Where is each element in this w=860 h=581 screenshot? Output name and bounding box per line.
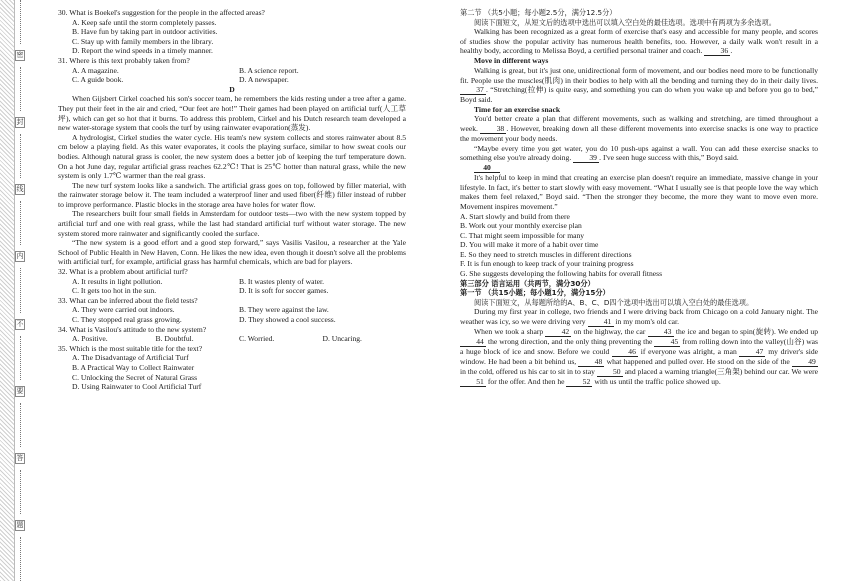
passage-paragraph: “Maybe every time you get water, you do 10 push-ups against a wall. You can add these exercise snacks to something else you're already doing. 39 . I've seen huge success with this,” Boyd said. [460, 143, 818, 163]
answer-option: B. A Practical Way to Collect Rainwater [72, 362, 195, 372]
answer-option: C. They stopped real grass growing. [72, 315, 182, 324]
answer-option: A. The Disadvantage of Artificial Turf [72, 353, 189, 363]
blank-50[interactable]: 50 [597, 368, 623, 377]
passage-paragraph: Walking has been recognized as a great form of exercise that's easy and accessible for many people, and scores of studies show the popular activity has numerous health benefits, too. However, a daily walk won't result in a healthy body, according to Melissa Boyd, a certified personal trainer and coach. 36 . [460, 27, 818, 56]
answer-option: A. A magazine. [72, 65, 119, 75]
answer-option-row [58, 315, 406, 325]
answer-option: A. It results in light pollution. [72, 276, 163, 286]
option-item: B. Work out your monthly exercise plan [460, 221, 582, 231]
seal-char: 题 [16, 520, 24, 529]
seal-char: 答 [16, 453, 24, 462]
passage-heading-blank [460, 163, 818, 173]
cloze-paragraph: When we took a sharp 42 on the highway, the car 43 the ice and began to spin(旋转). We ended up 44 the wrong direction, and the only thing preventing the 45 from rolling down into the valley(山谷) was a huge block of ice and snow. Before we could 46 if everyone was alright, a man 47 my driver's side window. He had been a bit behind us, 48 what happened and pulled over. He stood on the side of the 49 in the cold, offered us his car to sit in to stay 50 and placed a warning triangle(三角架) behind our car. We were 51 for the offer. And then he 52 with us until the traffic police showed up. [460, 327, 819, 387]
section1-instructions: 阅读下面短文，从每题所给的A、B、C、D四个选项中选出可以填入空白处的最佳选项。 [474, 297, 754, 307]
answer-option: B. A science report. [239, 65, 299, 75]
answer-option: B. Doubtful. [155, 334, 194, 344]
question-stem: 35. Which is the most suitable title for the text? [58, 343, 203, 353]
seal-char: 内 [16, 252, 24, 261]
answer-option-row [58, 75, 406, 85]
answer-option-row [58, 334, 406, 344]
passage-label: D [229, 84, 235, 94]
answer-option: B. It wastes plenty of water. [239, 276, 324, 286]
seal-char: 要 [16, 386, 24, 395]
answer-option-row [58, 286, 406, 296]
option-item: E. So they need to stretch muscles in different directions [460, 249, 632, 259]
option-item: A. Start slowly and build from there [460, 211, 570, 221]
passage-paragraph: The researchers built four small fields in Amsterdam for outdoor tests—two with the new system topped by artificial turf and one with real grass, while the last had standard artificial turf without water storage. The new system stored more rainwater and significantly cooled the surface. [58, 209, 406, 238]
passage-heading: Time for an exercise snack [474, 104, 561, 114]
question-stem: 32. What is a problem about artificial turf? [58, 267, 188, 277]
blank-52[interactable]: 52 [566, 378, 592, 387]
passage-heading: Move in different ways [474, 56, 549, 66]
question-stem: 34. What is Vasilou's attitude to the new system? [58, 324, 207, 334]
answer-option-row [58, 277, 406, 287]
section2-instructions: 阅读下面短文，从短文后的选项中选出可以填入空白处的最佳选项。选项中有两项为多余选项。 [474, 17, 776, 27]
blank-51[interactable]: 51 [460, 378, 486, 387]
blank-41[interactable]: 41 [588, 318, 614, 327]
question-stem: 31. Where is this text probably taken from? [58, 55, 190, 65]
seal-char: 线 [16, 185, 24, 194]
right-column [460, 8, 818, 387]
passage-paragraph: A hydrologist, Cirkel studies the water cycle. His team's new system collects and stores rainwater about 8.5 cm below a playing field. As this water evaporates, it cools the playing surface, similar to how sweat cools our bodies. Although natural grass is cooler, the new system does a better job of keeping the turf temperature down. On a hot June day, regular artificial grass reaches 62.2℃! That is 25℃ hotter than natural grass, while the new system is only 1.7℃ warmer than the real grass. [58, 132, 406, 181]
question-stem: 30. What is Boekel's suggestion for the people in the affected areas? [58, 8, 265, 17]
blank-43[interactable]: 43 [648, 328, 674, 337]
question-stem: 33. What can be inferred about the field tests? [58, 295, 198, 305]
blank-48[interactable]: 48 [578, 358, 604, 367]
option-item: G. She suggests developing the following habits for overall fitness [460, 269, 663, 279]
passage-paragraph: The new turf system looks like a sandwich. The artificial grass goes on top, followed by filler material, with the rainwater storage below it. The team included a waterproof liner and used fiber(纤维) filler instead of rubber to improve performance. Plastic blocks in the storage area have holes for water flow. [58, 180, 406, 209]
blank-45[interactable]: 45 [654, 338, 680, 347]
answer-option: D. Report the wind speeds in a timely manner. [72, 46, 213, 56]
passage-paragraph: It's helpful to keep in mind that creating an exercise plan doesn't require an immediate, massive change in your lifestyle. In fact, it's better to start slowly with easy movement. “What I usually see is that people love the way which makes them feel relaxed,” Boyd said. “Then the stronger they become, the more they want to move even more. Movement inspires movement.” [460, 173, 818, 211]
option-item: F. It is fun enough to keep track of your training progress [460, 259, 634, 269]
part3-title: 第三部分 语言运用（共两节，满分30分） [460, 278, 595, 288]
seal-char: 密 [16, 51, 24, 60]
answer-option: A. Keep safe until the storm completely passes. [72, 17, 217, 27]
cloze-paragraph: During my first year in college, two friends and I were driving back from Chicago on a cold January night. The weather was icy, so we were driving very 41 in my mom's old car. [460, 307, 818, 327]
answer-option: D. Uncaring. [322, 334, 362, 344]
blank-38[interactable]: 38 [480, 125, 506, 134]
option-list [460, 212, 818, 279]
answer-option: C. Stay up with family members in the library. [72, 36, 214, 46]
answer-option: C. A guide book. [72, 75, 124, 85]
blank-37[interactable]: 37 [460, 86, 486, 95]
answer-option: A. They were carried out indoors. [72, 305, 175, 315]
option-item: D. You will make it more of a habit over time [460, 240, 599, 250]
passage-paragraph: “The new system is a good effort and a good step forward,” says Vasilis Vasilou, a researcher at the Yale School of Public Health in New Haven, Conn. He likes the new idea, even though it doesn't solve all the problems with artificial turf, for example, artificial grass has harmful chemicals, which are bad for players. [58, 238, 406, 267]
passage-paragraph: Walking is great, but it's just one, unidirectional form of movement, and our bodies need more to be functionally fit. People use the muscles(肌肉) in their bodies to help with all the bending and turning they do in their daily lives. 37 . “Stretching(拉伸) is quite easy, and something you can do when you wake up and before you go to bed,” Boyd said. [460, 65, 819, 105]
answer-option: D. Using Rainwater to Cool Artificial Turf [72, 382, 202, 392]
blank-42[interactable]: 42 [545, 328, 571, 337]
answer-option: C. Worried. [239, 334, 275, 344]
answer-option: D. It is soft for soccer games. [239, 286, 329, 296]
binding-strip [0, 0, 15, 581]
seal-line [14, 0, 26, 581]
answer-option-row [58, 305, 406, 315]
answer-option: D. They showed a cool success. [239, 315, 336, 324]
section1-title: 第一节 （共15小题；每小题1分，满分15分） [460, 288, 610, 298]
left-column [58, 8, 406, 392]
answer-option: C. Unlocking the Secret of Natural Grass [72, 372, 198, 382]
answer-option: B. They were against the law. [239, 305, 329, 315]
seal-char: 不 [16, 319, 24, 328]
answer-option-row [58, 66, 406, 76]
blank-36[interactable]: 36 [704, 47, 730, 56]
blank-46[interactable]: 46 [612, 348, 638, 357]
passage-paragraph: When Gijsbert Cirkel coached his son's soccer team, he remembers the kids resting under a tree after a game. They put their feet in the air and cried, “Our feet are hot!” Their games had been played on artificial turf(人工草坪), which can get so hot that it burns. To address this problem, Cirkel and his Dutch research team developed a new water-storage system that cools the turf by using rainwater evaporation(蒸发). [58, 94, 406, 133]
answer-option: A. Positive. [72, 334, 108, 344]
answer-option: D. A newspaper. [239, 75, 289, 85]
blank-44[interactable]: 44 [460, 338, 486, 347]
blank-49[interactable]: 49 [792, 358, 818, 367]
blank-39[interactable]: 39 [573, 154, 599, 163]
passage-paragraph: You'd better create a plan that different movements, such as walking and stretching, are timed throughout a week. 38 . However, breaking down all these different movements into exercise snacks is one way to practice the movement your body needs. [460, 114, 819, 143]
section2-title: 第二节 （共5小题；每小题2.5分，满分12.5分） [460, 8, 617, 17]
seal-char: 封 [16, 118, 24, 127]
blank-47[interactable]: 47 [739, 348, 765, 357]
answer-option: C. It gets too hot in the sun. [72, 286, 157, 296]
answer-option: B. Have fun by taking part in outdoor activities. [72, 27, 218, 37]
blank-40[interactable]: 40 [474, 164, 500, 173]
option-item: C. That might seem impossible for many [460, 230, 585, 240]
